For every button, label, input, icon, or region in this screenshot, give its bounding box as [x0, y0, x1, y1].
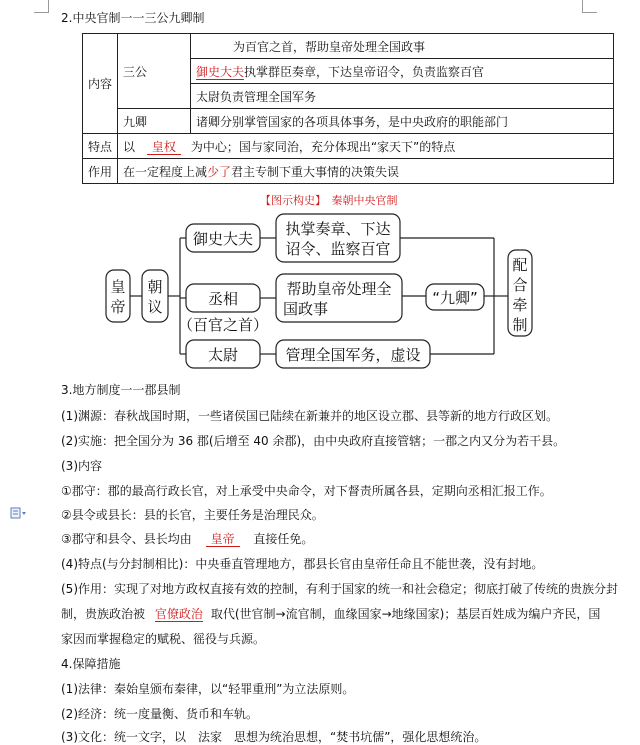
- chengxiang-duty-line-2: 国政事: [283, 300, 329, 318]
- cooperate-char-3: 牵: [512, 296, 528, 314]
- section-4-p3: (3)文化：统一文字，以 法家 思想为统治思想，“焚书坑儒”，强化思想统治。: [61, 730, 487, 744]
- section-3-title: 3.地方制度一一郡县制: [61, 383, 181, 397]
- crop-mark-top-left: [34, 0, 49, 13]
- blank-yushi: 御史大夫: [196, 64, 245, 79]
- blank-huangdi: 皇帝: [206, 532, 240, 547]
- table-label-zuoyong: 作用: [83, 159, 118, 184]
- yushi-desc: 执掌群臣奏章，下达皇帝诏令，负责监察百官: [244, 64, 485, 79]
- blank-huangquan: 皇权: [147, 140, 181, 155]
- central-government-table: [82, 33, 614, 184]
- yushi-duty-line-1: 执掌奏章、下达: [285, 220, 391, 238]
- section-3-p9: [61, 606, 600, 622]
- table-row-tedian: [118, 134, 614, 159]
- tedian-post: 为中心；国与家同治，充分体现出“家天下”的特点: [190, 139, 456, 154]
- diagram-caption: 【图示构史】 秦朝中央官制: [260, 194, 398, 207]
- section-3-p10: 家因而掌握稳定的赋税、徭役与兵源。: [61, 632, 266, 646]
- blank-guanliao: 官僚政治: [154, 607, 203, 621]
- cooperate-char-1: 配: [512, 256, 528, 274]
- crop-mark-top-right: [582, 0, 597, 13]
- yushi-duty-line-2: 诏令、监察百官: [285, 240, 391, 258]
- court-char-1: 朝: [147, 278, 163, 296]
- section-2-title: 2.中央官制一一三公九卿制: [61, 11, 205, 25]
- table-label-jiuqing: 九卿: [118, 109, 191, 134]
- section-3-p7: (4)特点(与分封制相比)：中央垂直管理地方，郡县长官由皇帝任命且不能世袭，没有封地。: [61, 557, 544, 571]
- comment-marker-icon[interactable]: [10, 507, 28, 519]
- table-row-jiuqing: 诸卿分别掌管国家的各项具体事务，是中央政府的职能部门: [191, 109, 614, 134]
- p9-post: 取代(世官制→流官制，血缘国家→地缘国家)；基层百姓成为编户齐民，国: [210, 607, 601, 621]
- table-row-taiwei: 太尉负责管理全国军务: [191, 84, 614, 109]
- yushi-label: 御史大夫: [192, 230, 254, 248]
- p6-post: 直接任免。: [253, 532, 314, 546]
- emperor-char-2: 帝: [110, 298, 126, 316]
- cooperate-char-2: 合: [512, 276, 528, 294]
- chengxiang-label: 丞相: [207, 290, 239, 308]
- jiuqing-label: “九卿”: [432, 289, 478, 307]
- zuoyong-pre: 在一定程度上减: [123, 164, 208, 179]
- section-3-p8: (5)作用：实现了对地方政权直接有效的控制，有利于国家的统一和社会稳定；彻底打破了传统的贵族分封: [61, 582, 619, 596]
- taiwei-duty-label: 管理全国军务，虚设: [285, 346, 421, 364]
- tedian-pre: 以: [123, 139, 136, 154]
- chengxiang-note: （百官之首）: [177, 316, 269, 334]
- section-4-p1: (1)法律：秦始皇颁布秦律，以“轻罪重刑”为立法原则。: [61, 682, 355, 696]
- cooperate-char-4: 制: [512, 316, 528, 334]
- section-4-title: 4.保障措施: [61, 657, 121, 671]
- section-3-p6: [61, 531, 313, 547]
- chengxiang-desc: 为百官之首，帮助皇帝处理全国政事: [233, 39, 426, 54]
- p9-pre: 制，贵族政治被: [61, 607, 146, 621]
- section-3-p2: (2)实施：把全国分为 36 郡(后增至 40 余郡)，由中央政府直接管辖；一郡之内又分为若干县。: [61, 434, 566, 448]
- table-row-chengxiang: [191, 34, 614, 59]
- taiwei-label: 太尉: [207, 346, 239, 364]
- section-4-p2: (2)经济：统一度量衡、货币和车轨。: [61, 707, 258, 721]
- section-3-p1: (1)渊源：春秋战国时期，一些诸侯国已陆续在新兼并的地区设立郡、县等新的地方行政区划。: [61, 409, 559, 423]
- section-3-p5: ②县令或县长：县的长官，主要任务是治理民众。: [61, 508, 324, 522]
- table-row-yushi: [191, 59, 614, 84]
- blank-shaole: 少了: [207, 164, 232, 179]
- table-label-content: 内容: [83, 34, 118, 134]
- table-label-sangong: 三公: [118, 34, 191, 109]
- section-3-p3: (3)内容: [61, 459, 102, 473]
- table-label-tedian: 特点: [83, 134, 118, 159]
- qin-central-official-diagram: [100, 210, 540, 376]
- chengxiang-duty-line-1: 帮助皇帝处理全: [286, 280, 392, 298]
- emperor-char-1: 皇: [110, 278, 126, 296]
- table-row-zuoyong: [118, 159, 614, 184]
- court-char-2: 议: [147, 298, 163, 316]
- zuoyong-post: 君主专制下重大事情的决策失误: [231, 164, 400, 179]
- p6-pre: ③郡守和县令、县长均由: [61, 532, 192, 546]
- section-3-p4: ①郡守：郡的最高行政长官，对上承受中央命令，对下督责所属各县，定期向丞相汇报工作。: [61, 484, 552, 498]
